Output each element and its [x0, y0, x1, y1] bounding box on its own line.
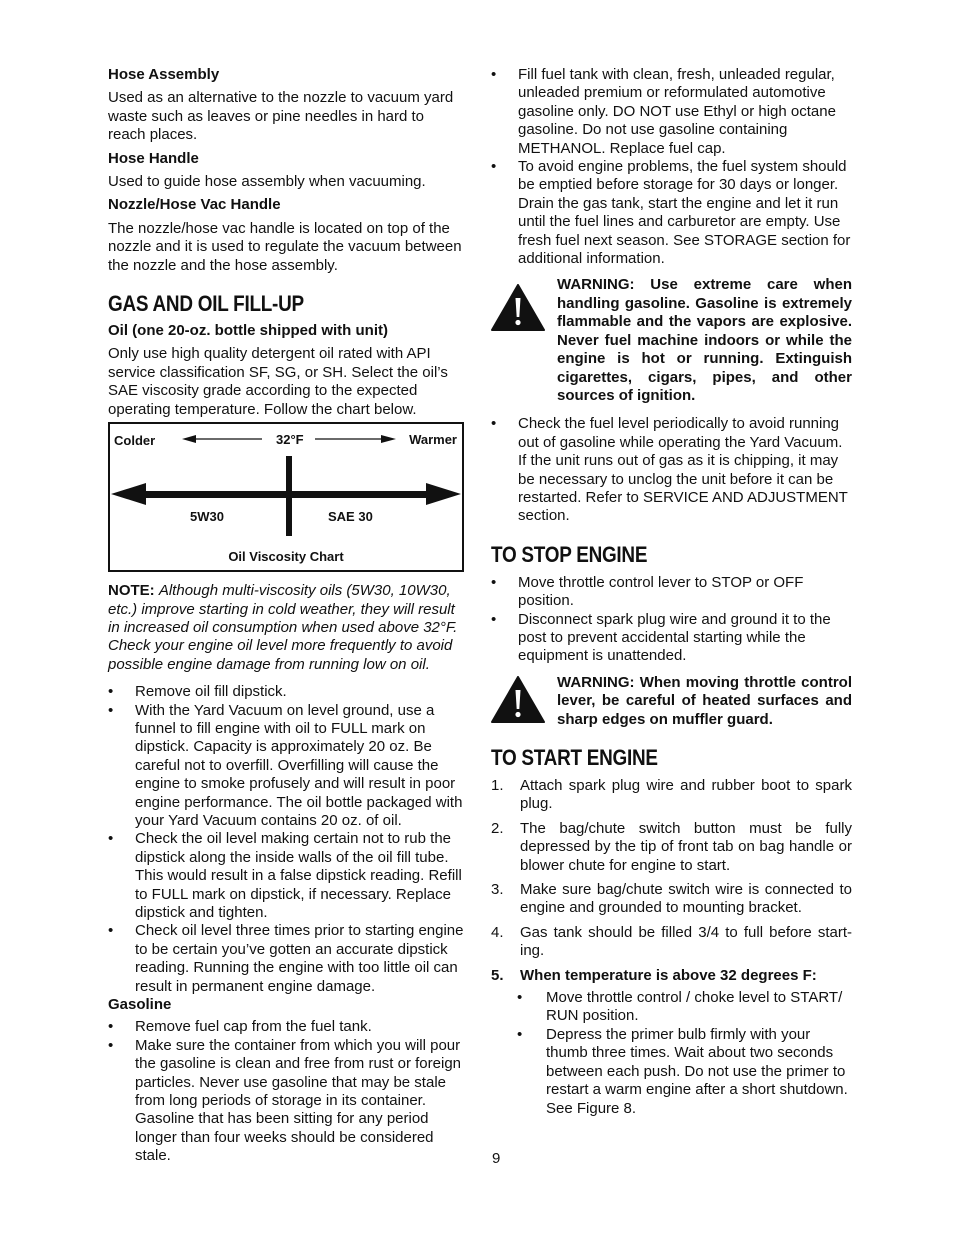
stop-engine-heading: TO STOP ENGINE	[491, 541, 648, 567]
step-text: The bag/chute switch button must be fully depressed by the tip of front tab on bag handle or blower chute for engine to start.	[520, 819, 852, 874]
step-number: 3.	[491, 881, 504, 899]
chart-colder-label: Colder	[114, 433, 156, 449]
gasoline-warning	[491, 276, 852, 405]
list-item: • Fill fuel tank with clean, fresh, unleaded regular, unleaded premium or reformulated automotive gasoline only. DO NOT use Ethyl or high octane gasoline. Do not use gasoline containing METHANOL. Replace fuel cap.	[491, 66, 852, 158]
step-text: Attach spark plug wire and rubber boot to spark plug.	[520, 777, 852, 813]
list-item: • To avoid engine problems, the fuel system should be emptied before storage for 30 days or longer. Drain the gas tank, start the engine and let it run until the fuel lines and carburetor are empty. Use fresh fuel next season. See STORAGE section for additional information.	[491, 158, 852, 268]
nozzle-handle-text: The nozzle/hose vac handle is located on top of the nozzle and it is used to regulate the vacuum between the nozzle and the hose assembly.	[108, 219, 462, 274]
list-item: • Move throttle control lever to STOP or OFF position.	[491, 574, 852, 611]
left-column	[108, 66, 464, 1166]
list-item: • Make sure the container from which you will pour the gasoline is clean and free from rust or foreign particles. Never use gasoline that may be stale from long periods of storage in its container. Gasoline that has been sitting for any period longer than four weeks should be considered stale.	[108, 1037, 464, 1166]
list-item: • Disconnect spark plug wire and ground it to the post to prevent accidental starting while the equipment is unattended.	[491, 611, 852, 666]
oil-viscosity-chart	[108, 422, 464, 572]
gasoline-warning-text: WARNING: Use extreme care when handling gasoline. Gasoline is extremely flammable and the vapors are explosive. Never fuel machine indoors or while the engine is hot or running. Extinguish cigarettes, cigars, pipes, and other sources of ignition.	[557, 276, 852, 404]
list-item	[491, 820, 852, 875]
start-engine-steps	[491, 777, 852, 985]
step-text: When temperature is above 32 degrees F:	[520, 966, 817, 984]
list-item: • Move throttle control / choke level to START/ RUN position.	[517, 989, 852, 1026]
list-item: • Remove oil fill dipstick.	[108, 683, 464, 701]
list-item: • Check the fuel level periodically to avoid running out of gasoline while operating the Yard Vacuum. If the unit runs out of gas as it is chipping, it may be necessary to unclog the unit before it can be restarted. Refer to SERVICE AND ADJUSTMENT section.	[491, 415, 852, 525]
note-label: NOTE:	[108, 582, 155, 600]
oil-note	[108, 582, 464, 674]
nozzle-handle-heading: Nozzle/Hose Vac Handle	[108, 196, 281, 214]
hose-handle-heading: Hose Handle	[108, 149, 199, 167]
step-number: 4.	[491, 923, 504, 941]
list-item: • Depress the primer bulb firmly with your thumb three times. Wait about two seconds between each push. Do not use the primer to restart a warm engine after a short shutdown. See Figure 8.	[517, 1026, 852, 1118]
list-item	[491, 924, 852, 961]
step-text: Make sure bag/chute switch wire is connected to engine and grounded to mounting bracket.	[520, 881, 852, 917]
list-item: • Remove fuel cap from the fuel tank.	[108, 1018, 464, 1036]
step-number: 5.	[491, 966, 504, 984]
fuel-level-list	[491, 415, 852, 525]
step-number: 2.	[491, 819, 504, 837]
oil-bullet-list	[108, 683, 464, 996]
chart-caption: Oil Viscosity Chart	[228, 549, 344, 565]
list-item: • Check oil level three times prior to starting engine to be certain you’ve gotten an accurate dipstick reading. Running the engine with too little oil can result in permanent engine damage.	[108, 922, 464, 996]
hose-assembly-heading: Hose Assembly	[108, 66, 220, 83]
page-number: 9	[492, 1150, 501, 1167]
step-text: Gas tank should be filled 3/4 to full before start-ing.	[520, 923, 852, 960]
chart-temp-label: 32°F	[276, 432, 304, 448]
fuel-bullet-list	[491, 66, 852, 268]
stop-engine-list	[491, 574, 852, 666]
hose-assembly-text: Used as an alternative to the nozzle to vacuum yard waste such as leaves or pine needles in hard to reach places.	[108, 89, 454, 144]
throttle-warning	[491, 674, 852, 729]
list-item: • With the Yard Vacuum on level ground, use a funnel to fill engine with oil to FULL mark on dipstick. Capacity is approximately 20 oz. Be careful not to overfill. Overfilling will cause the engine to smoke profusely and will result in poor engine performance. The oil bottle packaged with your Yard Vacuum contains 20 oz. of oil.	[108, 702, 464, 831]
oil-subheading: Oil (one 20-oz. bottle shipped with unit)	[108, 322, 388, 340]
oil-text: Only use high quality detergent oil rated with API service classification SF, SG, or SH. Select the oil’s SAE viscosity grade according to the expected operating temperature. Follow the chart below.	[108, 345, 448, 418]
chart-sae30-label: SAE 30	[328, 509, 373, 525]
gasoline-bullet-list	[108, 1018, 464, 1165]
start-engine-heading: TO START ENGINE	[491, 745, 658, 770]
gas-oil-heading: GAS AND OIL FILL-UP	[108, 291, 304, 317]
step-number: 1.	[491, 777, 504, 794]
list-item	[491, 967, 852, 985]
list-item: • Check the oil level making certain not to rub the dipstick along the inside walls of the oil fill tube. This would result in a false dipstick reading. Refill to FULL mark on dipstick, if necessary. Replace dipstick and tighten.	[108, 830, 464, 922]
throttle-warning-text: WARNING: When moving throttle control lever, be careful of heated surfaces and sharp edges on muffler guard.	[557, 673, 852, 728]
chart-warmer-label: Warmer	[409, 432, 457, 448]
warning-triangle-icon	[491, 284, 545, 332]
warning-triangle-icon	[491, 676, 545, 724]
note-text: Although multi-viscosity oils (5W30, 10W30, etc.) improve starting in cold weather, they will result in increased oil consumption when used above 32°F. Check your engine oil level more frequently to avoid possible engine damage from running low on oil.	[108, 582, 458, 673]
chart-5w30-label: 5W30	[190, 509, 224, 525]
list-item	[491, 777, 852, 814]
gasoline-heading: Gasoline	[108, 996, 172, 1014]
step5-bullet-list	[491, 989, 852, 1118]
hose-handle-text: Used to guide hose assembly when vacuuming.	[108, 173, 426, 191]
list-item	[491, 881, 852, 918]
right-column	[491, 66, 852, 1118]
